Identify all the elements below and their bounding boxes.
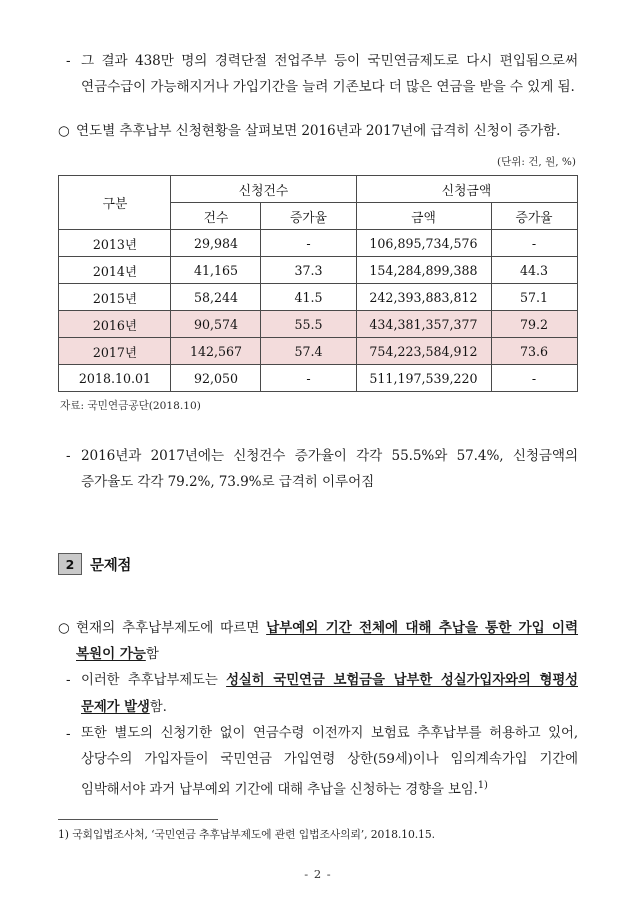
page-number: - 2 - (304, 867, 332, 881)
spacer (58, 535, 578, 553)
cell-count-rate: - (261, 230, 356, 257)
paragraph-circle-2 (58, 615, 578, 667)
paragraph-dash-4 (58, 721, 578, 803)
cell-year: 2018.10.01 (59, 365, 171, 392)
table-header-row-group (59, 176, 577, 203)
dash-marker: - (66, 53, 71, 69)
paragraph-lead: 이러한 추후납부제도는 (81, 673, 227, 688)
emphasis-text: 납부예외 기간 전체에 대해 추납을 통한 가입 이력 복원이 가능 (76, 620, 579, 662)
paragraph-text (81, 667, 578, 721)
cell-amount-rate: 57.1 (491, 284, 577, 311)
paragraph-circle-1 (58, 118, 578, 144)
header-group-count: 신청건수 (171, 176, 356, 203)
table-unit-note: (단위: 건, 원, %) (497, 156, 576, 168)
dash-marker: - (66, 672, 71, 688)
application-status-table (58, 175, 577, 392)
paragraph-tail: 함. (149, 700, 167, 715)
circle-marker: ○ (58, 620, 70, 636)
cell-amount: 754,223,584,912 (356, 338, 491, 365)
cell-amount-rate: - (491, 230, 577, 257)
spacer (58, 100, 578, 118)
footnote-reference: 1) (477, 780, 488, 791)
header-gubun: 구분 (59, 176, 171, 230)
cell-year: 2017년 (59, 338, 171, 365)
header-amount: 금액 (356, 203, 491, 230)
cell-amount: 242,393,883,812 (356, 284, 491, 311)
paragraph-text (76, 615, 578, 667)
paragraph-dash-2 (58, 443, 578, 495)
table-row (59, 257, 577, 284)
paragraph-dash-1 (58, 48, 578, 100)
cell-amount: 106,895,734,576 (356, 230, 491, 257)
cell-amount-rate: 73.6 (491, 338, 577, 365)
table-row (59, 284, 577, 311)
cell-count-rate: 55.5 (261, 311, 356, 338)
section-header (58, 553, 578, 575)
table-row (59, 311, 577, 338)
footnote-text: 1) 국회입법조사처, ‘국민연금 추후납부제도에 관련 입법조사의뢰’, 2018.10.15. (58, 828, 435, 841)
cell-count-rate: 37.3 (261, 257, 356, 284)
table-body (59, 230, 577, 392)
table-row (59, 338, 577, 365)
spacer (58, 144, 578, 154)
cell-amount: 434,381,357,377 (356, 311, 491, 338)
paragraph-lead: 현재의 추후납부제도에 따르면 (76, 620, 267, 636)
spacer (58, 413, 578, 443)
paragraph-tail: 함 (145, 646, 159, 662)
cell-count-rate: 57.4 (261, 338, 356, 365)
footnote-divider (58, 819, 218, 820)
paragraph-text: 연도별 추후납부 신청현황을 살펴보면 2016년과 2017년에 급격히 신청이 증가함. (76, 123, 561, 139)
cell-count-rate: - (261, 365, 356, 392)
footnote-area (58, 819, 578, 843)
header-amount-rate: 증가율 (491, 203, 577, 230)
cell-count: 90,574 (171, 311, 261, 338)
paragraph-dash-3 (58, 667, 578, 721)
cell-amount-rate: 79.2 (491, 311, 577, 338)
table-row (59, 230, 577, 257)
spacer (58, 575, 578, 615)
cell-amount-rate: 44.3 (491, 257, 577, 284)
header-count: 건수 (171, 203, 261, 230)
paragraph-text: 2016년과 2017년에는 신청건수 증가율이 각각 55.5%와 57.4%, 신청금액의 증가율도 각각 79.2%, 73.9%로 급격히 이루어짐 (81, 448, 578, 490)
cell-count: 41,165 (171, 257, 261, 284)
cell-amount: 511,197,539,220 (356, 365, 491, 392)
section-title: 문제점 (90, 557, 132, 574)
cell-count-rate: 41.5 (261, 284, 356, 311)
section-number-badge: 2 (58, 553, 82, 575)
dash-marker: - (66, 448, 71, 464)
paragraph-text (81, 721, 578, 803)
dash-marker: - (66, 726, 71, 742)
cell-amount: 154,284,899,388 (356, 257, 491, 284)
paragraph-text: 그 결과 438만 명의 경력단절 전업주부 등이 국민연금제도로 다시 편입됨으로써 연금수급이 가능해지거나 가입기간을 늘려 기존보다 더 많은 연금을 받을 수 있게 됨. (81, 53, 578, 95)
cell-year: 2013년 (59, 230, 171, 257)
emphasis-text: 성실히 국민연금 보험금을 납부한 성실가입자와의 형평성 문제가 발생 (81, 672, 578, 715)
cell-amount-rate: - (491, 365, 577, 392)
circle-marker: ○ (58, 123, 70, 139)
table-source: 자료: 국민연금공단(2018.10) (60, 400, 201, 412)
header-count-rate: 증가율 (261, 203, 356, 230)
table-row (59, 365, 577, 392)
paragraph-body: 또한 별도의 신청기한 없이 연금수령 이전까지 보험료 추후납부를 허용하고 있어, 상당수의 가입자들이 국민연금 가입연령 상한(59세)이나 임의계속가입 기간에 임박해서야 과거 납부예외 기간에 대해 추납을 신청하는 경향을 보임. (81, 726, 578, 798)
cell-count: 29,984 (171, 230, 261, 257)
header-group-amount: 신청금액 (356, 176, 577, 203)
cell-count: 58,244 (171, 284, 261, 311)
cell-year: 2014년 (59, 257, 171, 284)
cell-year: 2015년 (59, 284, 171, 311)
spacer (58, 495, 578, 535)
cell-year: 2016년 (59, 311, 171, 338)
cell-count: 92,050 (171, 365, 261, 392)
cell-count: 142,567 (171, 338, 261, 365)
